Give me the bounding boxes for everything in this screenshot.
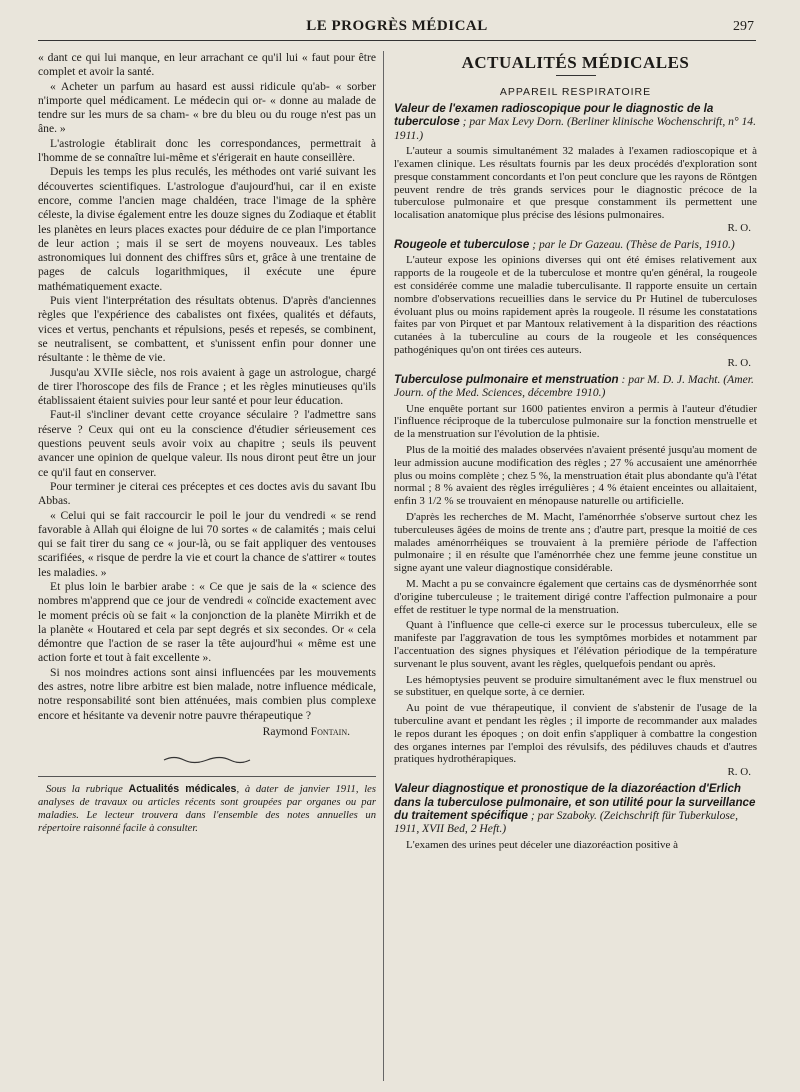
page-number: 297: [733, 19, 754, 34]
flourish-ornament: [38, 752, 376, 770]
paragraph: Faut-il s'incliner devant cette croyance séculaire ? l'admettre sans réserve ? Ceux qui ont eu la conscience d'étudier sérieusement ces questions peuvent seuls avoir voix au chapitre ; seuls ils peuvent avancer une opinion de quelque valeur. Ils nous diront peut être un jour ce qu'il faut en conserver.: [38, 408, 376, 479]
note-text: , à dater de janvier 1911, les analyses de travaux ou articles récents sont groupées par organes ou par maladies. Le lecteur trouvera dans l'ensemble des notes annuelles un répertoire raisonné facile à consulter.: [38, 783, 376, 834]
article-paragraph: M. Macht a pu se convaincre également que certains cas de dysménorrhée sont d'origine tuberculeuse ; le traitement dirigé contre l'affection pulmonaire a pour effet de restituer le type normal de la menstruation.: [394, 577, 757, 616]
article-title: Rougeole et tuberculose: [394, 238, 530, 251]
right-column: [394, 51, 757, 1081]
paragraph: L'astrologie établirait donc les correspondances, permettrait à l'homme de se connaître lui-même et s'érigerait en haute conseillère.: [38, 136, 376, 165]
article-signature: R. O.: [727, 222, 751, 234]
paragraph: Si nos moindres actions sont ainsi influencées par les mouvements des astres, notre libre arbitre est bien malade, notre influence médicale, notre responsabilité sont bien atténuées, mais combien plus complexe encore et hésitante va devenir notre pauvre thérapeutique ?: [38, 665, 376, 722]
author-first-name: Raymond: [262, 724, 308, 738]
flourish-icon: [162, 755, 252, 765]
paragraph: « Acheter un parfum au hasard est aussi ridicule qu'ab- « sorber n'importe quel médicament. Le médecin qui or- « donne au malade de tendre sur les murs de sa cham- « bre du bleu ou du rouge n'est pas un âne. »: [38, 79, 376, 136]
column-divider: [383, 51, 384, 1081]
author-signature: [38, 725, 376, 738]
columns: [38, 51, 756, 1081]
editorial-note: [38, 776, 376, 835]
article-paragraph: Une enquête portant sur 1600 patientes environ a permis à l'auteur d'étudier l'influence réciproque de la tuberculose pulmonaire sur la fonction menstruelle et de la menstruation sur l'évolution de la phtisie.: [394, 402, 757, 441]
page-header: [38, 14, 756, 41]
paragraph: Depuis les temps les plus reculés, les méthodes ont varié suivant les découvertes scientifiques. L'astrologue d'aujourd'hui, car il en existe encore, comme l'ancien mage chaldéen, trace l'image de la sphère céleste, la divise également entre les douze signes du Zodiaque et établit les planètes en leurs places exactes pour déduire de ce plan l'importance de leur action ; mais il se sert de moyens nouveaux. Les tables astronomiques lui donnent des chiffres sûrs et, grâce à une trentaine de pages de calculs logarithmiques, il exécute une épure mathématiquement exacte.: [38, 165, 376, 293]
article-paragraph: Quant à l'influence que celle-ci exerce sur le processus tuberculeux, elle se manifeste par l'aggravation de tous les symptômes morbides et notamment par l'accentuation des signes physiques et l'élévation périodique de la température survenant le plus souvent, avant les règles, quelquefois pendant ou après.: [394, 619, 757, 670]
article-heading: [394, 102, 757, 142]
note-intro: Sous la rubrique: [46, 783, 123, 795]
paragraph: Puis vient l'interprétation des résultats obtenus. D'après d'anciennes règles que l'expérience des cabalistes ont fixées, qualités et défauts, vices et vertus, penchants et répulsions, pesés et repesés, se combinent, se neutralisent, se combattent, et s'unissent enfin pour donner une résultante : le thème de vie.: [38, 294, 376, 365]
article-source: : par M. D. J. Macht. (Amer. Journ. of the Med. Sciences, décembre 1910.): [394, 372, 754, 400]
paragraph: « dant ce qui lui manque, en leur arrachant ce qu'il lui « faut pour être complet et avoir la santé.: [38, 51, 376, 79]
article-paragraph: Les hémoptysies peuvent se produire simultanément avec le flux menstruel ou se substituer, en quelque sorte, à ce dernier.: [394, 673, 757, 699]
article-paragraph: L'auteur a soumis simultanément 32 malades à l'examen radioscopique et à l'examen clinique. Les résultats fournis par les deux procédés d'exploration sont presque constamment concordants et l'on peut conclure que les rayons de Röntgen peuvent rendre de très grands services pour le diagnostic précoce de la tuberculose pulmonaire et que presque constamment ils permettent une localisation anatomique plus précise des lésions pulmonaires.: [394, 145, 757, 222]
paragraph: « Celui qui se fait raccourcir le poil le jour du vendredi « se rend favorable à Allah qui éloigne de lui 70 sortes « de calamités ; mais celui qui se fait tirer du sang ce « jour-là, ou se fait appliquer des ventouses scarifiées, « risque de perdre la vie et court la chance de s'attirer « toutes les maladies. »: [38, 508, 376, 579]
article-signature: R. O.: [727, 356, 751, 369]
section-rule: [556, 75, 596, 76]
article-title: Valeur diagnostique et pronostique de la diazoréaction d'Erlich dans la tuberculose pulmonaire, et son utilité pour la surveillance du traitement spécifique: [394, 782, 756, 822]
journal-title: LE PROGRÈS MÉDICAL: [306, 18, 488, 34]
paragraph: Jusqu'au XVIIe siècle, nos rois avaient à gage un astrologue, chargé de tirer l'horoscope des fils de France ; et les règles minutieuses qu'ils établissaient étaient suivies pour leur santé et pour leur éducation.: [38, 365, 376, 408]
subsection-title: APPAREIL RESPIRATOIRE: [499, 86, 652, 98]
article-paragraph: L'examen des urines peut déceler une diazoréaction positive à: [406, 838, 678, 851]
paragraph: Et plus loin le barbier arabe : « Ce que je sais de la « science des nombres m'apprend que ce jour de vendredi « coïncide exactement avec le moment précis où se fait « la conjonction de la planète Mirrikh et de la planète « Houtared et cela par sept degrés et six secondes. Or « cela démontre que l'action de se raser la tête aujourd'hui « même est une action forte et tout à fait excellente ».: [38, 579, 376, 665]
article-source: ; par le Dr Gazeau. (Thèse de Paris, 1910.): [532, 238, 735, 251]
paragraph: Pour terminer je citerai ces préceptes et ces doctes avis du savant Ibu Abbas.: [38, 479, 376, 508]
article-paragraph: L'auteur expose les opinions diverses qui ont été émises relativement aux rapports de la rougeole et de la tuberculose et montre qu'en général, la rougeole est considérée comme une maladie tuberculisante. Il rapporte ensuite un certain nombre d'observations recueillies dans le service du Pr Hutinel de tuberculoses évoluant plus ou moins rapidement après la rougeole. Il résume les constatations faites par von Pirquet et par Mantoux relativement à la disparition des réactions cutanées à la tuberculine au cours de la rougeole et les conséquences pathogéniques qu'on ont tirées ces auteurs.: [394, 254, 757, 356]
article-paragraph: Au point de vue thérapeutique, il convient de s'abstenir de l'usage de la tuberculine avant et pendant les règles ; il importe de recommander aux malades le repos durant les époques ; on doit enfin s'appliquer à combattre la congestion des organes internes par l'emploi des révulsifs, des pédiluves chauds et d'autres pratiques hydrothérapiques.: [394, 702, 757, 766]
article-heading: [394, 782, 757, 836]
note-rubric: Actualités médicales: [128, 782, 237, 795]
article-heading: [394, 238, 757, 251]
article-title: Tuberculose pulmonaire et menstruation: [394, 372, 619, 386]
author-last-name: Fontain.: [310, 724, 350, 738]
left-column: [38, 51, 376, 1081]
article-source: ; par Szaboky. (Zeichschrift für Tuberkulose, 1911, XVII Bed, 2 Heft.): [394, 808, 738, 836]
article-signature: R. O.: [727, 766, 751, 779]
article-paragraph: D'après les recherches de M. Macht, l'aménorrhée s'observe surtout chez les tuberculeuses âgées de moins de trente ans ; d'autre part, presque la moitié de ces malades aménorrhéiques se trouvaient à la première période de l'affection pulmonaire ; il en résulte que l'aménorrhée chez une femme jeune constitue un signe ayant une valeur diagnostique considérable.: [394, 510, 757, 575]
section-title: ACTUALITÉS MÉDICALES: [461, 53, 690, 72]
article-paragraph: Plus de la moitié des malades observées n'avaient présenté jusqu'au moment de leur admission aucune modification des règles ; 27 % accusaient une aménorrhée plus ou moins complète ; chez 5 %, la menstruation était plus abondante qu'à l'état normal ; 8 % avaient des règles irrégulières ; 4 % étaient enceintes ou allaitaient, enfin 3 1/2 % se trouvaient en ménopause naturelle ou artificielle.: [394, 443, 757, 508]
article-heading: [394, 373, 757, 400]
article-source: ; par Max Levy Dorn. (Berliner klinische Wochenschrift, n° 14. 1911.): [394, 115, 756, 142]
article-title: Valeur de l'examen radioscopique pour le diagnostic de la tuberculose: [394, 102, 714, 129]
